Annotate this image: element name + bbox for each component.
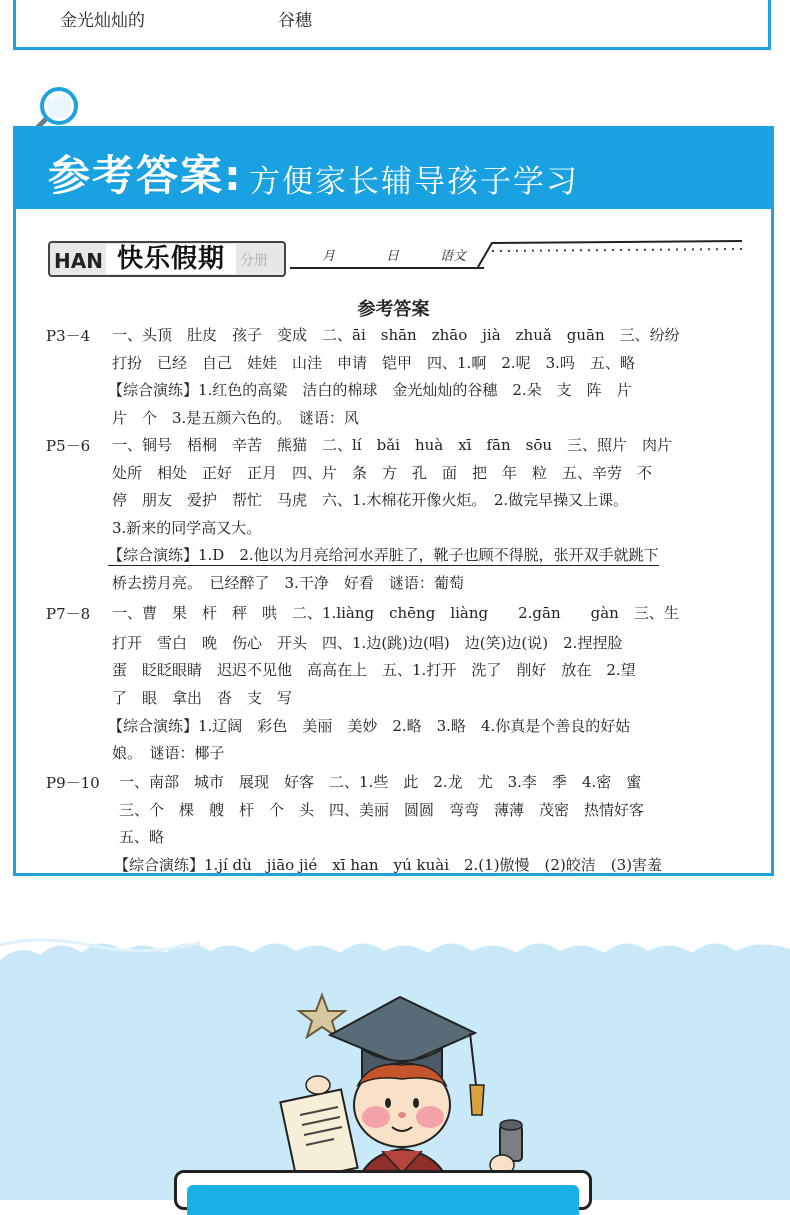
answer-line: 处所 相处 正好 正月 四、片 条 方 孔 面 把 年 粒 五、辛劳 不: [112, 464, 653, 482]
section-banner: [16, 129, 771, 209]
answer-line: 打开 雪白 晚 伤心 开头 四、1.边(跳)边(唱) 边(笑)边(说) 2.捏捏脸: [112, 634, 623, 652]
book-logo: [48, 241, 290, 281]
answer-line: 【综合演练】1.jí dù jiāo jié xī han yú kuài 2.(1)傲慢 (2)皎洁 (3)害羞: [114, 856, 663, 874]
answer-line: 了 眼 拿出 沓 支 写: [112, 689, 293, 707]
dotted-divider: [476, 239, 744, 269]
day-label: 日: [386, 249, 400, 264]
answer-line: 三、个 棵 艘 杆 个 头 四、美丽 圆圆 弯弯 薄薄 茂密 热情好客: [119, 801, 645, 819]
answer-line: 【综合演练】1.D 2.他以为月亮给河水弄脏了，靴子也顾不得脱，张开双手就跳下: [108, 546, 659, 564]
previous-section-box: [13, 0, 771, 50]
answer-line: 桥去捞月亮。 已经醉了 3.干净 好看 谜语：葡萄: [112, 574, 464, 592]
decorative-footer: [0, 905, 790, 1200]
month-label: 月: [322, 249, 336, 264]
answer-line: 一、曹 果 杆 秤 哄 二、1.liàng chēng liàng 2.gān gàn 三、生: [112, 604, 679, 622]
answer-line: 【综合演练】1.辽阔 彩色 美丽 美妙 2.略 3.略 4.你真是个善良的好姑: [108, 717, 631, 735]
answer-line: 一、南部 城市 展现 好客 二、1.些 此 2.龙 尤 3.李 季 4.密 蜜: [119, 773, 642, 791]
bottom-card: [174, 1170, 592, 1210]
answer-line: 一、铜号 梧桐 辛苦 熊猫 二、lí bǎi huà xī fān sōu 三、照片 肉片: [112, 436, 673, 454]
phrase-golden: 金光灿灿的: [60, 11, 145, 31]
logo-subtitle: 分册: [240, 253, 268, 269]
logo-prefix: HAN: [54, 249, 103, 273]
banner-title: 参考答案:: [48, 151, 243, 200]
phrase-grain: 谷穗: [278, 11, 312, 31]
logo-title: 快乐假期: [106, 244, 236, 274]
answer-line: 五、略: [119, 828, 165, 846]
doc-heading: 参考答案: [357, 299, 430, 320]
answer-line: 【综合演练】1.红色的高粱 洁白的棉球 金光灿灿的谷穗 2.朵 支 阵 片: [108, 381, 632, 399]
date-line: [290, 243, 484, 269]
answer-line: 片 个 3.是五颜六色的。 谜语：风: [112, 409, 359, 427]
answer-line: 蛋 眨眨眼睛 迟迟不见他 高高在上 五、1.打开 洗了 削好 放在 2.望: [112, 661, 636, 679]
page-label: P9－10: [46, 774, 100, 792]
answer-line: 3.新来的同学高又大。: [112, 519, 262, 537]
answer-line: 停 朋友 爱护 帮忙 马虎 六、1.木棉花开像火炬。 2.做完早操又上课。: [112, 491, 629, 509]
diploma: [280, 1089, 357, 1180]
card-header: [187, 1185, 579, 1215]
page-label: P7－8: [46, 605, 91, 623]
subject-label: 语文: [440, 249, 467, 264]
banner-subtitle: 方便家长辅导孩子学习: [249, 164, 579, 200]
answer-line: 一、头顶 肚皮 孩子 变成 二、āi shān zhāo jià zhuǎ guān 三、纷纷: [112, 326, 680, 344]
page-label: P5－6: [46, 437, 91, 455]
graduate-cartoon: [270, 965, 540, 1200]
answer-section: [13, 126, 774, 876]
answer-line: 打扮 已经 自己 娃娃 山洼 申请 铠甲 四、1.啊 2.呢 3.吗 五、略: [112, 354, 635, 372]
answer-line: 娘。 谜语：椰子: [112, 744, 225, 762]
page-label: P3－4: [46, 327, 91, 345]
logo-frame: [48, 241, 286, 277]
